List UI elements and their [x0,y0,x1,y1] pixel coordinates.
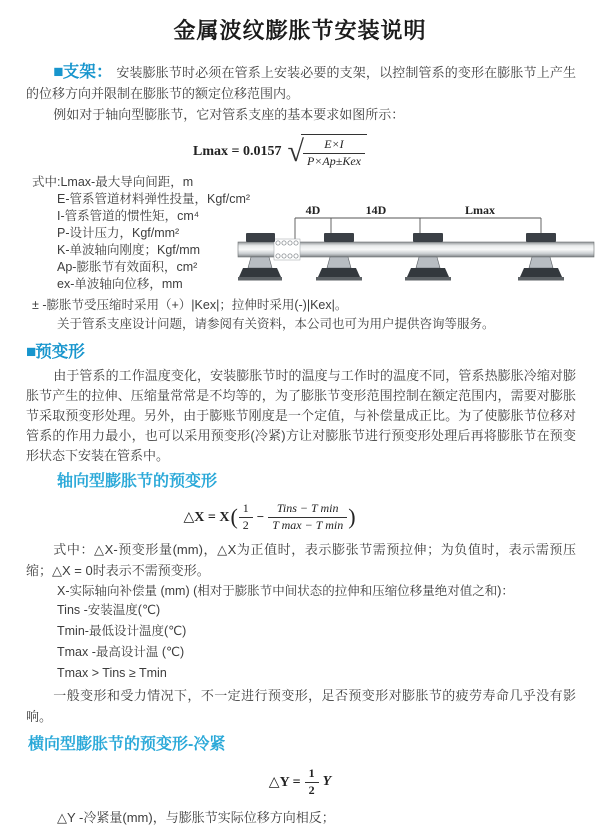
def-lead-line: 式中:Lmax-最大导向间距，m [32,175,194,190]
close-paren: ) [348,504,356,530]
lateral-note: △Y -冷紧量(mm)，与膨胀节实际位移方向相反； [57,809,335,825]
consult-note: 关于管系支座设计问题，请参阅有关资料，本公司也可为用户提供咨询等服务。 [57,317,495,332]
pipe-diagram [238,204,594,300]
one-half-fraction: $\frac{1}{2}$ [305,766,319,798]
predeform-section-heading [26,341,600,363]
support-section-heading [53,63,112,81]
axial-predeform-formula [0,501,540,533]
dim-label-14d: 14D [365,203,387,217]
def-item: P-设计压力，Kgf/mm² [57,226,180,241]
page-title: 金属波纹膨胀节安装说明 [173,18,427,43]
support-intro-paragraph [26,61,576,104]
dim-label-4d: 4D [305,203,321,217]
fraction-numerator: E×I [324,137,344,151]
predeform-paragraph: 由于管系的工作温度变化，安装膨胀节时的温度与工作时的温度不同，管系热膨胀冷缩对膨胀节产生的拉伸、压缩量常常是不均等的，为了膨胀节变形范围控制在额定范围内，需要对膨胀节采取预变形处理。另外，由于膨账节刚度是一个定值，与补偿量成正比。为了使膨胀节位移对管系的作用力最小，也可以采用预变形(冷紧)方让对膨胀节进行预变形处理后再将膨胀节在预变形状态下安装在管系中。 [26,368,576,464]
temp-def-tins: Tins -安装温度(℃) [57,603,161,618]
one-half-fraction: $\frac{1}{2}$ [239,501,253,533]
x-definition-line: X-实际轴向补偿量 (mm) (相对于膨胀节中间状态的拉伸和压缩位移量绝对值之和)： [57,584,514,599]
radical-sign: √ [287,134,304,168]
temp-inequality: Tmax > Tins ≥ Tmin [57,666,167,681]
axial-note: 一般变形和受力情况下，不一定进行预变形，足否预变形对膨胀节的疲劳寿命几乎没有影响。 [26,688,576,725]
formula-rhs: Y [322,774,332,790]
support-example-line: 例如对于轴向型膨胀节，它对管系支座的基本要求如图所示： [53,107,405,122]
bellows [274,239,300,260]
fraction-denominator: P×Ap±Kex [303,153,365,170]
radical-body [301,134,367,169]
formula-lhs: △Y = [268,774,301,790]
lateral-subheading: 横向型膨胀节的预变形-冷紧 [28,736,226,754]
def-item: E-管系管道材料弹性投量，Kgf/cm² [57,192,251,207]
lateral-predeform-formula [0,766,600,798]
minus-sign: − [256,509,265,525]
predeform-heading-label: 预变形 [35,343,85,362]
formula-lhs: Lmax = 0.0157 [193,143,282,159]
def-item: Ap-膨胀节有效面积，cm² [57,260,198,275]
formula-lhs: △X = X [183,509,230,525]
axial-subheading: 轴向型膨胀节的预变形 [57,473,218,491]
document-page [0,14,600,825]
temperature-fraction: $\frac{\text{Tins − T min}}{\text{T max − T min}}$ [268,501,347,533]
def-item: K-单波轴向刚度；Kgf/mm [57,243,201,258]
guide-spacing-formula [0,134,560,169]
def-item: I-管系管道的惯性矩，cm⁴ [57,209,200,224]
temp-def-tmin: Tmin-最低设计温度(℃) [57,624,187,639]
blue-square-icon: ■ [26,342,36,362]
formula-fraction [303,137,365,169]
support-intro-text: 安装膨胀节时必须在管系上安装必要的支架，以控制管系的变形在膨胀节上产生的位移方向并限制在膨胀节的额定位移范围内。 [26,65,576,101]
blue-square-icon: ■ [53,62,63,81]
temp-def-tmax: Tmax -最高设计温 (℃) [57,645,185,660]
axial-formula-explain: 式中：△X-预变形量(mm)，△X为正值时，表示膨张节需预拉伸；为负值时，表示需预压缩；△X = 0时表示不需预变形。 [26,542,576,579]
def-item: ex-单波轴向位移，mm [57,277,183,292]
plus-minus-note: ± -膨胀节受压缩时采用（+）|Kex|；拉伸时采用(-)|Kex|。 [32,298,348,313]
open-paren: ( [230,504,238,530]
support-heading-label: 支架： [62,63,113,81]
dim-label-lmax: Lmax [465,203,495,217]
